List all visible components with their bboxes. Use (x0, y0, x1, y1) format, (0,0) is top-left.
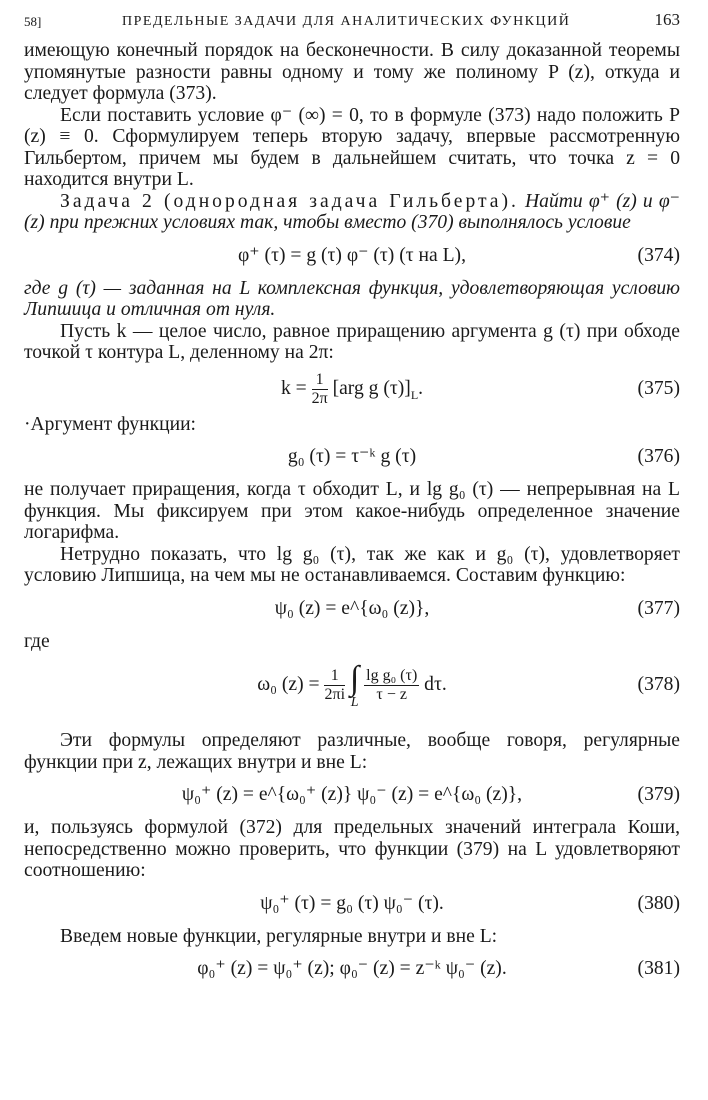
equation-number: (381) (637, 958, 680, 979)
fraction (312, 371, 328, 408)
paragraph: не получает приращения, когда τ обходит L, и lg g₀ (τ) — непрерывная на L функция. Мы фиксируем при этом какое-нибудь определенное значение логарифма. (24, 479, 680, 543)
paragraph: Эти формулы определяют различные, вообще говоря, регулярные функции при z, лежащих внутри и вне L: (24, 730, 680, 773)
equation-number: (378) (637, 674, 680, 695)
fraction-numerator: 1 (312, 371, 328, 390)
fraction (324, 667, 345, 704)
fraction-denominator: 2π (311, 389, 328, 407)
equation-formula: φ⁺ (τ) = g (τ) φ⁻ (τ) (τ на L), (238, 244, 466, 266)
paragraph: где (24, 630, 50, 652)
equation-end: . (418, 377, 424, 399)
equation-formula: g₀ (τ) = τ⁻ᵏ g (τ) (287, 446, 417, 467)
equation-380 (24, 882, 680, 926)
section-number: 58] (24, 14, 42, 29)
problem-statement (24, 191, 680, 234)
equation-381 (24, 947, 680, 991)
body-text (24, 40, 680, 991)
running-title: ПРЕДЕЛЬНЫЕ ЗАДАЧИ ДЛЯ АНАЛИТИЧЕСКИХ ФУНКЦИЙ (122, 14, 571, 29)
equation-379 (24, 773, 680, 817)
problem-text: Найти φ⁺ (z) и φ⁻ (z) при прежних условиях так, чтобы вместо (370) выполнялось условие (24, 190, 680, 233)
integral (349, 659, 360, 710)
equation-formula (24, 652, 680, 718)
fraction-denominator: τ − z (376, 686, 407, 703)
integrand-fraction (364, 667, 419, 704)
equation-lhs: k = (280, 377, 307, 399)
fraction-numerator: lg g₀ (τ) (366, 667, 418, 684)
equation-rhs: [arg g (τ)] (332, 377, 411, 399)
paragraph: где g (τ) — заданная на L комплексная функция, удовлетворяющая условию Липшица и отличная от нуля. (24, 277, 680, 320)
fraction-denominator: 2πi (324, 686, 346, 703)
equation-end: dτ. (424, 674, 447, 695)
equation-375 (24, 364, 680, 414)
equation-number: (374) (637, 244, 680, 266)
book-page (24, 10, 680, 991)
equation-378 (24, 652, 680, 718)
subscript: L (410, 387, 419, 402)
paragraph: Если поставить условие φ⁻ (∞) = 0, то в формуле (373) надо положить P (z) ≡ 0. Сформулируем теперь вторую задачу, впервые рассмотренную Гильбертом, причем мы будем в дальнейшем считать, что точка z = 0 находится внутри L. (24, 104, 680, 190)
paragraph: и, пользуясь формулой (372) для предельных значений интеграла Коши, непосредственно можно проверить, что функции (379) на L удовлетворяют соотношению: (24, 817, 680, 881)
equation-formula: φ₀⁺ (z) = ψ₀⁺ (z); φ₀⁻ (z) = z⁻ᵏ ψ₀⁻ (z). (197, 958, 507, 979)
equation-number: (379) (637, 784, 680, 805)
paragraph: Нетрудно показать, что lg g₀ (τ), так же как и g₀ (τ), удовлетворяет условию Липшица, на чем мы не останавливаемся. Составим функцию: (24, 543, 680, 586)
page-number: 163 (654, 10, 680, 29)
equation-376 (24, 435, 680, 479)
equation-formula: ψ₀ (z) = e^{ω₀ (z)}, (274, 597, 430, 619)
equation-number: (375) (637, 377, 680, 399)
integral-limit: L (350, 694, 359, 710)
equation-number: (376) (637, 446, 680, 467)
problem-heading: Задача 2 (однородная задача Гильберта). (60, 190, 519, 212)
equation-formula: ψ₀⁺ (τ) = g₀ (τ) ψ₀⁻ (τ). (260, 892, 444, 914)
equation-377 (24, 587, 680, 631)
paragraph: Введем новые функции, регулярные внутри и вне L: (60, 925, 498, 947)
fraction-numerator: 1 (324, 667, 345, 686)
equation-formula: ψ₀⁺ (z) = e^{ω₀⁺ (z)} ψ₀⁻ (z) = e^{ω₀ (z)}, (181, 784, 523, 805)
equation-number: (377) (637, 597, 680, 619)
equation-number: (380) (637, 892, 680, 914)
equation-formula (24, 364, 680, 420)
equation-lhs: ω₀ (z) = (257, 674, 320, 695)
equation-374 (24, 234, 680, 278)
integral-sign: ∫ (349, 659, 360, 697)
paragraph: Пусть k — целое число, равное приращению аргумента g (τ) при обходе точкой τ контура L, деленному на 2π: (24, 320, 680, 363)
running-header (24, 10, 680, 40)
paragraph: имеющую конечный порядок на бесконечности. В силу доказанной теоремы упомянутые разности равны одному и тому же полиному P (z), откуда и следует формула (373). (24, 40, 680, 104)
paragraph: ·Аргумент функции: (24, 413, 196, 435)
